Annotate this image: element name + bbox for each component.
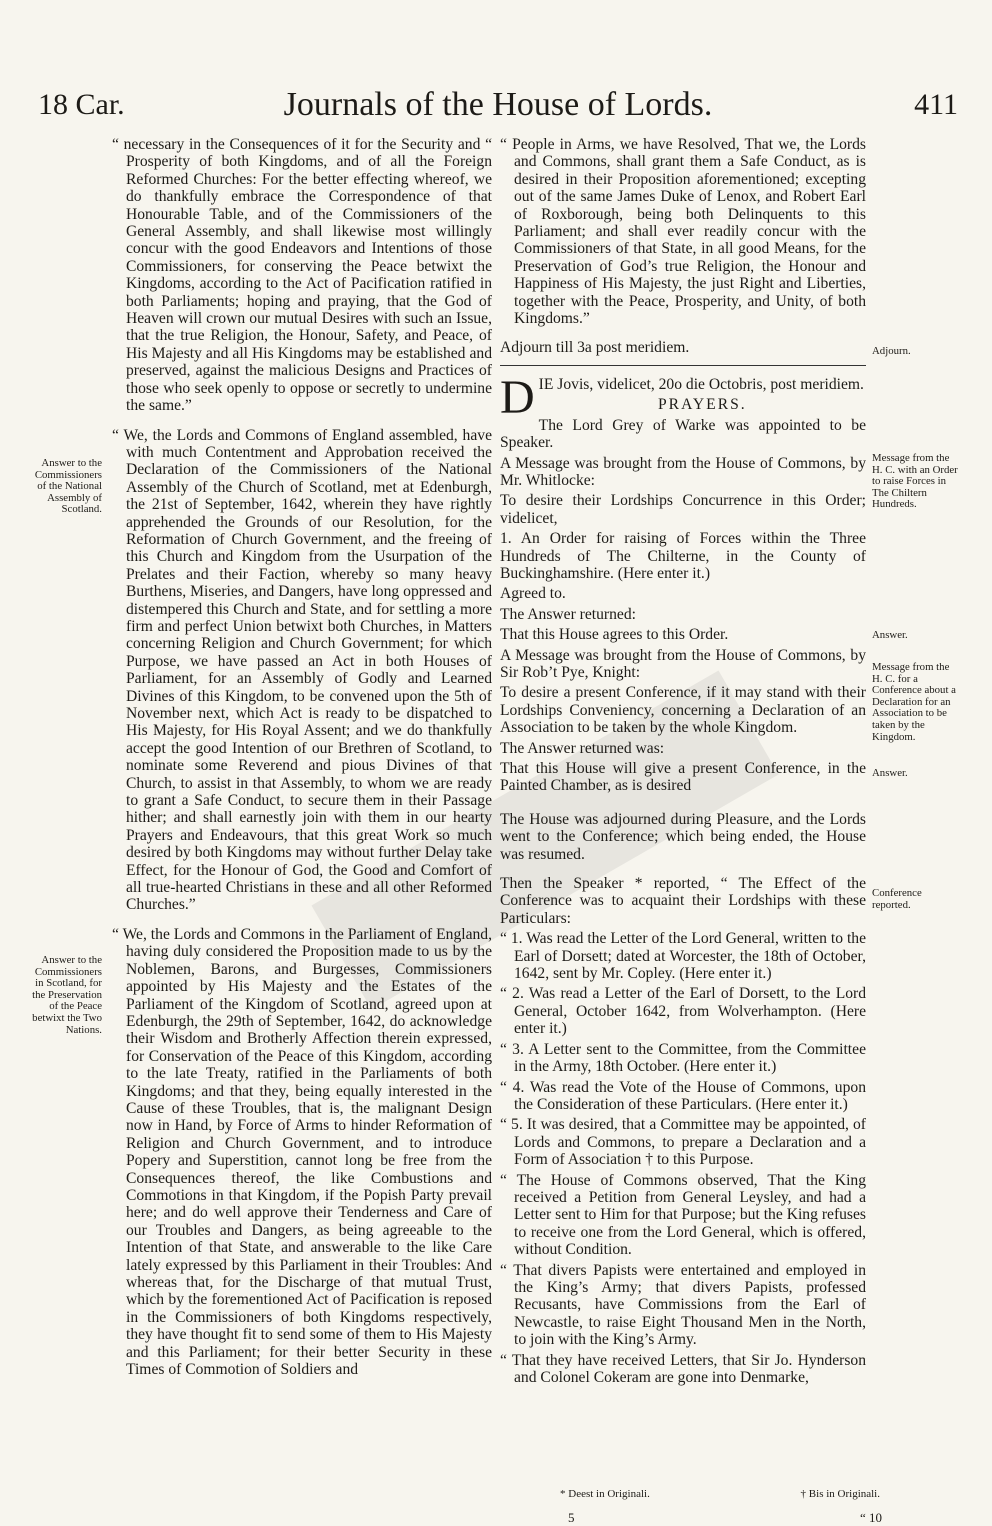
footnote: † Bis in Originali. <box>800 1488 880 1500</box>
catchword: “ 10 <box>860 1510 883 1525</box>
paragraph: 1. An Order for raising of Forces within the Three Hundreds of The Chilterne, in the County of Buckinghamshire. (Here enter it.) <box>500 530 866 582</box>
paragraph: “ 3. A Letter sent to the Committee, from the Committee in the Army, 18th October. (Here enter it.) <box>500 1040 866 1076</box>
paragraph: “ 5. It was desired, that a Committee may be appointed, of Lords and Commons, to prepare a Declaration and a Form of Association † to this Purpose. <box>500 1116 866 1169</box>
right-column <box>500 136 866 1389</box>
left-column <box>112 136 492 1381</box>
paragraph: The House was adjourned during Pleasure, and the Lords went to the Conference; which being ended, the House was resumed. <box>500 810 866 863</box>
paragraph: To desire their Lordships Concurrence in this Order; videlicet, <box>500 492 866 527</box>
divider <box>500 365 866 366</box>
signature-mark: 5 <box>568 1510 575 1525</box>
prayers-heading: PRAYERS. <box>658 396 747 414</box>
paragraph: “ We, the Lords and Commons in the Parliament of England, having duly considered the Proposition made to us by the Noblemen, Barons, and Burgesses, Commissioners appointed by His Majesty and the Estates of the Parliament of the Kingdom of Scotland, agreed upon at Edenburgh, the 29th of September, 1642, do acknowledge their Wisdom and Brotherly Affection therein expressed, for Conservation of the Peace of this Kingdom, according to the late Treaty, ratified in the Parliaments of both Kingdoms; and that they, being equally interested in the Cause of these Troubles, that is, the malignant Design now in Hand, by Force of Arms to hinder Reformation of Religion and Church Government, and to introduce Popery and Superstition, cannot long be free from the Consequences thereof, the like Combustions and Commotions in that Kingdom, if the Popish Party prevail here; and do well approve their Tenderness and Care of our Troubles and Dangers, as being agreeable to the Intention of that State, and answerable to the like Care lately expressed by this Parliament in their Troubles: And whereas that, for the Discharge of that mutual Trust, which by the forementioned Act of Pacification is reposed in the Commissioners of both Kingdoms respectively, they have thought fit to send some of them to His Majesty and this Parliament; for their better Security in these Times of Commotion of Soldiers and <box>112 925 492 1379</box>
regnal-year: 18 Car. <box>38 88 125 121</box>
paragraph: That this House will give a present Conference, in the Painted Chamber, as is desired <box>500 760 866 795</box>
adjourn-note: Adjourn till 3a post meridiem. <box>500 339 690 357</box>
margin-note-adjourn: Adjourn. <box>872 345 911 357</box>
margin-note-message-forces: Message from the H. C. with an Order to raise Forces in The Chiltern Hundreds. <box>872 452 958 511</box>
paragraph: “ That divers Papists were entertained and employed in the King’s Army; that divers Papists, professed Recusants, have Commissions from the Earl of Newcastle, to raise Eight Thousand Men in the North, to join with the King’s Army. <box>500 1261 866 1349</box>
paragraph: “ The House of Commons observed, That the King received a Petition from General Leysley, and had a Letter sent to Him for that Purpose; but the King refuses to receive one from the Lord General, which is offered, without Condition. <box>500 1171 866 1259</box>
paragraph: “ necessary in the Consequences of it for the Security and “ Prosperity of both Kingdoms, and of all the Foreign Reformed Churches: For the better effecting whereof, we do thankfully embrace the Correspondence of that Honourable Table, and of the Commissioners of the General Assembly, and shall likewise most willingly concur with the good Endeavors and Intentions of those Commissioners, for conserving the Peace betwixt the Kingdoms, according to the Act of Pacification ratified in both Parliaments; hoping and praying, that the God of Heaven will crown our mutual Desires with such an Issue, that the true Religion, the Honour, Safety, and Peace, of His Majesty and all His Kingdoms may be established and preserved, against the malicious Designs and Practices of those who seek openly to oppose or secretly to undermine the same.” <box>112 136 492 415</box>
paragraph: “ 1. Was read the Letter of the Lord General, written to the Earl of Dorsett; dated at Worcester, the 18th of October, 1642, sent by Mr. Copley. (Here enter it.) <box>500 930 866 983</box>
footnotes <box>560 1488 880 1500</box>
paragraph: That this House agrees to this Order. <box>500 626 729 644</box>
running-title: Journals of the House of Lords. <box>283 86 713 123</box>
drop-cap: D <box>500 370 535 424</box>
paragraph: “ 4. Was read the Vote of the House of Commons, upon the Consideration of these Particulars. (Here enter it.) <box>500 1078 866 1113</box>
paragraph: Then the Speaker * reported, “ The Effect of the Conference was to acquaint their Lordships with these Particulars: <box>500 875 866 927</box>
page-number: 411 <box>914 88 958 121</box>
paragraph: A Message was brought from the House of Commons, by Sir Rob’t Pye, Knight: <box>500 646 866 681</box>
paragraph: “ 2. Was read a Letter of the Earl of Dorsett, to the Lord General, October 1642, from Wolverhampton. (Here enter it.) <box>500 985 866 1038</box>
margin-note-answer-2: Answer. <box>872 767 908 779</box>
paragraph: The Lord Grey of Warke was appointed to be Speaker. <box>500 416 866 452</box>
paragraph: The Answer returned: <box>500 605 636 623</box>
paragraph: Agreed to. <box>500 585 566 603</box>
paragraph: The Answer returned was: <box>500 739 665 757</box>
footnote: * Deest in Originali. <box>560 1488 650 1500</box>
margin-note-answer-commissioners: Answer to the Commissioners in Scotland, for the Preservation of the Peace betwixt the Two Nations. <box>32 954 102 1036</box>
margin-note-conference: Conference reported. <box>872 887 922 911</box>
paragraph: “ People in Arms, we have Resolved, That we, the Lords and Commons, shall grant them a Safe Conduct, as is desired in their Proposition aforementioned; excepting out of the same James Duke of Lenox, and Robert Earl of Roxborough, being both Delinquents to this Parliament; and shall ever readily concur with the Commissioners of that State, in all good Means, for the Preservation of God’s true Religion, the Honour and Happiness of His Majesty, the just Right and Liberties, together with the Peace, Prosperity, and Unity, of both Kingdoms.” <box>500 136 866 328</box>
page-header <box>38 88 958 128</box>
paragraph: “ We, the Lords and Commons of England assembled, have with much Contentment and Approbation received the Declaration of the Commissioners of the National Assembly of the Church of Scotland, met at Edenburgh, the 21st of September, 1642, wherein they have rightly apprehended the Grounds of our Resolution, for the Reformation of Church Government, and the freeing of this Church and Kingdom from the Usurpation of the Prelates and their Faction, whereby so many heavy Burthens, Miseries, and Dangers, have long oppressed and distempered this Church and State, and for settling a more firm and perfect Union betwixt both Churches, in Matters concerning Religion and Church Government; for which Purpose, we have passed an Act in both Houses of Parliament, for an Assembly of Godly and Learned Divines of this Kingdom, to be convened upon the 5th of November next, which Act is ready to be dispatched to His Majesty, for His Royal Assent; and we do thankfully accept the good Intention of our Brethren of Scotland, to nominate some Reverend and pious Divines of that Church, to assist in that Assembly, to whom we are ready to grant a Safe Conduct, to secure them in their Passage hither; and shall earnestly join with them in our hearty Prayers and Endeavours, that this great Work so much desired by both Kingdoms may without further Delay take Effect, for the Honour of God, the Good and Comfort of all true-hearted Christians in these and all other Reformed Churches.” <box>112 426 492 914</box>
paragraph: To desire a present Conference, if it may stand with their Lordships Conveniency, concerning a Declaration of an Association to be taken by the whole Kingdom. <box>500 684 866 737</box>
margin-note-message-conference: Message from the H. C. for a Conference about a Declaration for an Association to be taken by the Kingdom. <box>872 661 956 743</box>
margin-note-answer-assembly: Answer to the Commissioners of the National Assembly of Scotland. <box>34 457 102 516</box>
paragraph: “ That they have received Letters, that Sir Jo. Hynderson and Colonel Cokeram are gone into Denmarke, <box>500 1351 866 1386</box>
sitting-date: D IE Jovis, videlicet, 20o die Octobris, post meridiem. <box>500 370 864 424</box>
margin-note-answer: Answer. <box>872 629 908 641</box>
paragraph: A Message was brought from the House of Commons, by Mr. Whitlocke: <box>500 454 866 489</box>
